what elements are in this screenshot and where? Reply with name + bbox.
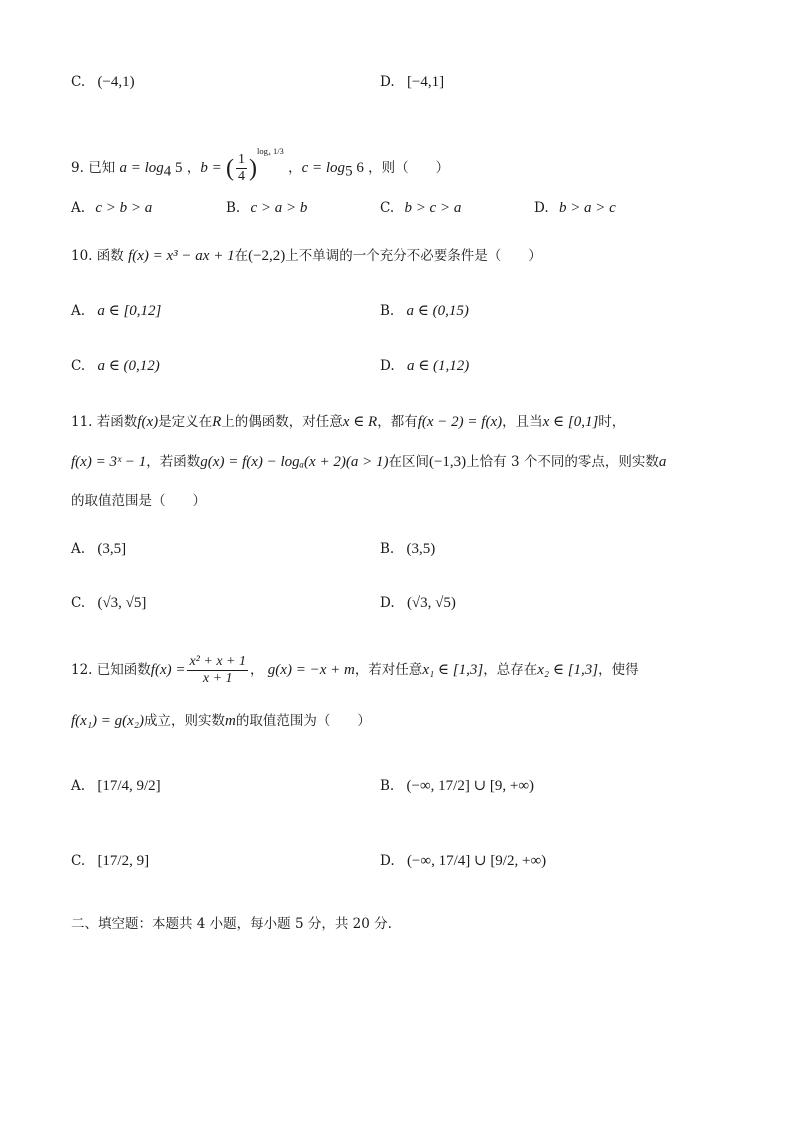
q10-stem-b: 在	[234, 248, 249, 264]
q11-option-c	[71, 593, 146, 613]
q11-option-a-value: (3,5]	[97, 541, 127, 557]
q12-line2-m: m	[225, 713, 236, 729]
q11-line2-c: 上恰有 3 个不同的零点，则实数	[466, 454, 659, 470]
q11-option-d-value: (√3, √5)	[406, 595, 456, 611]
q11-line1-d: ，都有	[377, 414, 418, 430]
q8-option-d	[380, 72, 444, 92]
q8-option-d-value: [−4,1]	[406, 74, 445, 90]
q12-stem-line2	[71, 711, 371, 731]
q12-option-a	[71, 776, 161, 796]
q9-a-base: 4	[163, 163, 172, 180]
q12-option-a-label: A.	[71, 778, 86, 794]
q11-stem-line1	[71, 412, 625, 432]
q9-b-open-paren: (	[226, 155, 234, 182]
q10-function: f(x) = x³ − ax + 1	[128, 248, 235, 264]
q10-stem-a: 函数	[96, 248, 124, 264]
q11-line1-e: ，且当	[502, 414, 543, 430]
q10-stem	[71, 246, 542, 266]
q12-f-fraction	[187, 654, 248, 687]
q9-option-d-label: D.	[534, 200, 549, 216]
q12-stem-a: 已知函数	[96, 662, 151, 678]
q9-option-d-value: b > a > c	[558, 200, 616, 216]
q9-b-fraction	[236, 152, 247, 185]
q9-a-expr: a = log	[119, 160, 164, 176]
q11-line2-g: g(x) = f(x) − logₐ(x + 2)(a > 1)	[200, 454, 389, 470]
q11-option-d-label: D.	[380, 595, 395, 611]
q12-option-a-value: [17/4, 9/2]	[97, 778, 161, 794]
q11-line2-b: 在区间	[388, 454, 429, 470]
q9-b-exponent: log₄ 1/3	[257, 146, 284, 156]
q10-option-a-value: a ∈ [0,12]	[97, 303, 162, 319]
q12-stem-c: ，总存在	[483, 662, 538, 678]
q11-stem-line2	[71, 452, 666, 472]
q10-number: 10.	[71, 248, 93, 264]
q9-option-b-label: B.	[226, 200, 241, 216]
q12-f-den: x + 1	[202, 671, 233, 686]
q11-option-a-label: A.	[71, 541, 86, 557]
q10-stem-c: 上不单调的一个充分不必要条件是（ ）	[285, 248, 542, 264]
section2-heading	[71, 914, 392, 934]
q8-option-c-label: C.	[71, 74, 86, 90]
q9-stem: 9. 已知 $a = \log_4 5$ ，b = ( $\frac{1}{4}$ )$^{log_4 1/3}$ ，$c = \log_5 6$ ，则（ ）	[71, 146, 450, 184]
q12-option-d-value: (−∞, 17/4] ∪ [9/2, +∞)	[406, 853, 547, 869]
q9-stem-prefix: 已知	[88, 160, 116, 176]
q10-option-c-label: C.	[71, 358, 86, 374]
q11-line2-fx: f(x) = 3ˣ − 1	[71, 454, 147, 470]
q10-interval: (−2,2)	[248, 248, 286, 264]
q9-c-base: 5	[345, 163, 353, 180]
q12-option-b-value: (−∞, 17/2] ∪ [9, +∞)	[406, 778, 535, 794]
q12-stem-b: ，若对任意	[354, 662, 423, 678]
q10-option-b	[380, 301, 469, 321]
q12-line2-eq: f(x₁) = g(x₂)	[71, 713, 145, 729]
q8-option-c	[71, 72, 135, 92]
q10-option-b-value: a ∈ (0,15)	[406, 303, 469, 319]
q11-option-b-value: (3,5)	[406, 541, 436, 557]
q11-option-d	[380, 593, 456, 613]
q12-stem-line1: 12. 已知函数f(x) = $\frac{\text{x² + x + 1}}{x + 1}$ ， g(x) = −x + m，若对任意x₁ ∈ [1,3]，总存在x₂ ∈ [1,3]，使得	[71, 654, 639, 686]
q9-option-a-label: A.	[71, 200, 86, 216]
q9-c-expr: c = log	[301, 160, 346, 176]
q11-line1-b: 是定义在	[158, 414, 213, 430]
q11-option-b	[380, 539, 435, 559]
q12-option-c-label: C.	[71, 853, 86, 869]
q12-stem-d: ，使得	[598, 662, 639, 678]
q11-stem-line3	[71, 491, 206, 511]
q12-x1: x₁ ∈ [1,3]	[422, 662, 484, 678]
q11-period: f(x − 2) = f(x)	[417, 414, 503, 430]
q9-option-c-label: C.	[380, 200, 395, 216]
q11-line2-a: ，若函数	[146, 454, 201, 470]
q9-c-arg: 6	[352, 160, 364, 176]
q12-option-b-label: B.	[380, 778, 395, 794]
q9-b-close-paren: )	[249, 155, 257, 182]
q11-line3: 的取值范围是（ ）	[71, 493, 206, 509]
q9-b-expr: b =	[200, 160, 222, 176]
q10-option-c	[71, 356, 160, 376]
q12-option-c	[71, 851, 149, 871]
q9-option-d	[534, 198, 616, 218]
q9-b-frac-den: 4	[238, 169, 245, 184]
q12-number: 12.	[71, 662, 93, 678]
q9-a-arg: 5	[171, 160, 183, 176]
q12-option-d-label: D.	[380, 853, 395, 869]
q11-number: 11.	[71, 414, 93, 430]
section2-heading-text: 二、填空题：本题共 4 小题，每小题 5 分，共 20 分.	[71, 916, 392, 932]
q12-x2: x₂ ∈ [1,3]	[537, 662, 599, 678]
q11-option-c-label: C.	[71, 595, 86, 611]
q11-line1-c: 上的偶函数，对任意	[221, 414, 343, 430]
q12-option-d	[380, 851, 546, 871]
q11-xR: x ∈ R	[342, 414, 378, 430]
q11-line1-a: 若函数	[96, 414, 138, 430]
q11-option-a	[71, 539, 126, 559]
q12-line2-b: 的取值范围为（ ）	[235, 713, 371, 729]
q12-line2-a: 成立，则实数	[144, 713, 226, 729]
q9-option-b	[226, 198, 307, 218]
q11-R: R	[212, 414, 222, 430]
q12-option-c-value: [17/2, 9]	[97, 853, 150, 869]
q12-f-lhs: f(x) =	[150, 662, 186, 678]
q10-option-b-label: B.	[380, 303, 395, 319]
q10-option-d-value: a ∈ (1,12)	[406, 358, 470, 374]
q9-b-frac-num: 1	[238, 152, 245, 167]
q10-option-a	[71, 301, 161, 321]
q8-option-c-value: (−4,1)	[97, 74, 135, 90]
q9-option-c	[380, 198, 461, 218]
q11-fx: f(x)	[137, 414, 159, 430]
q9-stem-suffix: ，则（ ）	[368, 160, 450, 176]
q12-option-b	[380, 776, 534, 796]
q11-line2-avar: a	[658, 454, 667, 470]
q9-option-b-value: c > a > b	[250, 200, 308, 216]
q10-option-a-label: A.	[71, 303, 86, 319]
q12-f-num: x² + x + 1	[189, 654, 246, 669]
q11-line2-interval: (−1,3)	[428, 454, 467, 470]
q9-option-a	[71, 198, 152, 218]
q10-option-c-value: a ∈ (0,12)	[97, 358, 160, 374]
q8-option-d-label: D.	[380, 74, 395, 90]
q10-option-d	[380, 356, 469, 376]
q10-option-d-label: D.	[380, 358, 395, 374]
q12-g-expr: g(x) = −x + m	[267, 662, 355, 678]
q11-option-b-label: B.	[380, 541, 395, 557]
q11-x01: x ∈ [0,1]	[542, 414, 599, 430]
q9-number: 9.	[71, 160, 84, 176]
q9-option-c-value: b > c > a	[404, 200, 462, 216]
q11-line1-f: 时，	[598, 414, 626, 430]
q9-option-a-value: c > b > a	[95, 200, 153, 216]
q11-option-c-value: (√3, √5]	[97, 595, 147, 611]
